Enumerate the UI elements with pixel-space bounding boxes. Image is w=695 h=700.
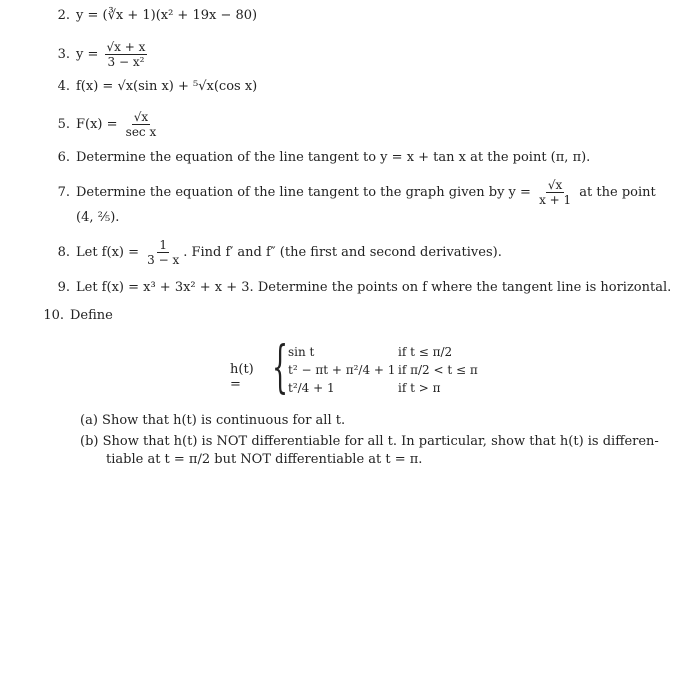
problem-7 — [48, 178, 656, 207]
problem-10 — [42, 308, 113, 324]
problem-3 — [48, 40, 149, 69]
problem-5 — [48, 110, 160, 139]
fraction-numerator: √x + x — [106, 40, 146, 54]
subitem-label: (a) — [80, 413, 98, 428]
problem-8 — [48, 238, 502, 267]
problem-lhs: y = — [76, 47, 99, 62]
piecewise-expr: t²/4 + 1 — [288, 381, 335, 395]
subitem-label: (b) — [80, 434, 99, 449]
fraction-denominator: 3 − x² — [107, 55, 145, 69]
problem-lhs: F(x) = — [76, 117, 118, 132]
subitem-b — [80, 434, 659, 450]
subitem-text: tiable at t = π/2 but NOT differentiable at t = π. — [106, 452, 423, 467]
problem-text: . Find f′ and f″ (the first and second derivatives). — [183, 245, 502, 260]
piecewise-cond: if π/2 < t ≤ π — [398, 363, 478, 377]
subitem-b-line-2 — [106, 452, 422, 468]
problem-text: Determine the equation of the line tangent to y = x + tan x at the point (π, π). — [76, 150, 591, 165]
problem-number: 3. — [57, 47, 70, 62]
subitem-text: Show that h(t) is continuous for all t. — [102, 413, 346, 428]
fraction — [105, 40, 148, 69]
problem-text: f(x) = √x(sin x) + ⁵√x(cos x) — [76, 79, 258, 94]
problem-lhs: Let f(x) = — [76, 245, 139, 260]
problem-number: 7. — [57, 185, 70, 200]
problem-number: 2. — [57, 8, 70, 23]
fraction-numerator: 1 — [159, 238, 167, 252]
problem-text: (4, ⅖). — [76, 210, 120, 225]
problem-text-continued: at the point — [579, 185, 656, 200]
problem-number: 8. — [57, 245, 70, 260]
piecewise-expr: sin t — [288, 345, 315, 359]
fraction — [124, 110, 159, 139]
problem-text: Determine the equation of the line tangent to the graph given by y = — [76, 185, 531, 200]
subitem-a — [80, 413, 345, 429]
problem-text: y = (∛x + 1)(x² + 19x − 80) — [76, 8, 258, 23]
fraction-numerator: √x — [133, 110, 149, 124]
subitem-text: Show that h(t) is NOT differentiable for all t. In particular, show that h(t) is differen- — [102, 434, 659, 449]
fraction-denominator: 3 − x — [147, 253, 180, 267]
problem-2 — [48, 8, 257, 24]
left-brace: { — [272, 335, 289, 400]
problem-number: 9. — [57, 280, 70, 295]
problem-text: Let f(x) = x³ + 3x² + x + 3. Determine the points on f where the tangent line is horizontal. — [76, 280, 672, 295]
fraction-numerator: √x — [547, 178, 563, 192]
fraction-denominator: x + 1 — [539, 193, 572, 207]
problem-number: 10. — [43, 308, 64, 323]
problem-text: Define — [70, 308, 113, 323]
problem-number: 6. — [57, 150, 70, 165]
problem-7-line-2 — [76, 210, 119, 226]
piecewise-expr: t² − πt + π²/4 + 1 — [288, 363, 396, 377]
piecewise-cond: if t > π — [398, 381, 441, 395]
problem-9 — [48, 280, 671, 296]
piecewise-cond: if t ≤ π/2 — [398, 345, 453, 359]
problem-6 — [48, 150, 590, 166]
fraction — [145, 238, 181, 267]
problem-4 — [48, 79, 257, 95]
problem-number: 5. — [57, 117, 70, 132]
fraction — [537, 178, 573, 207]
fraction-denominator: sec x — [125, 125, 157, 139]
piecewise-lhs: h(t) = — [230, 362, 254, 392]
problem-number: 4. — [57, 79, 70, 94]
